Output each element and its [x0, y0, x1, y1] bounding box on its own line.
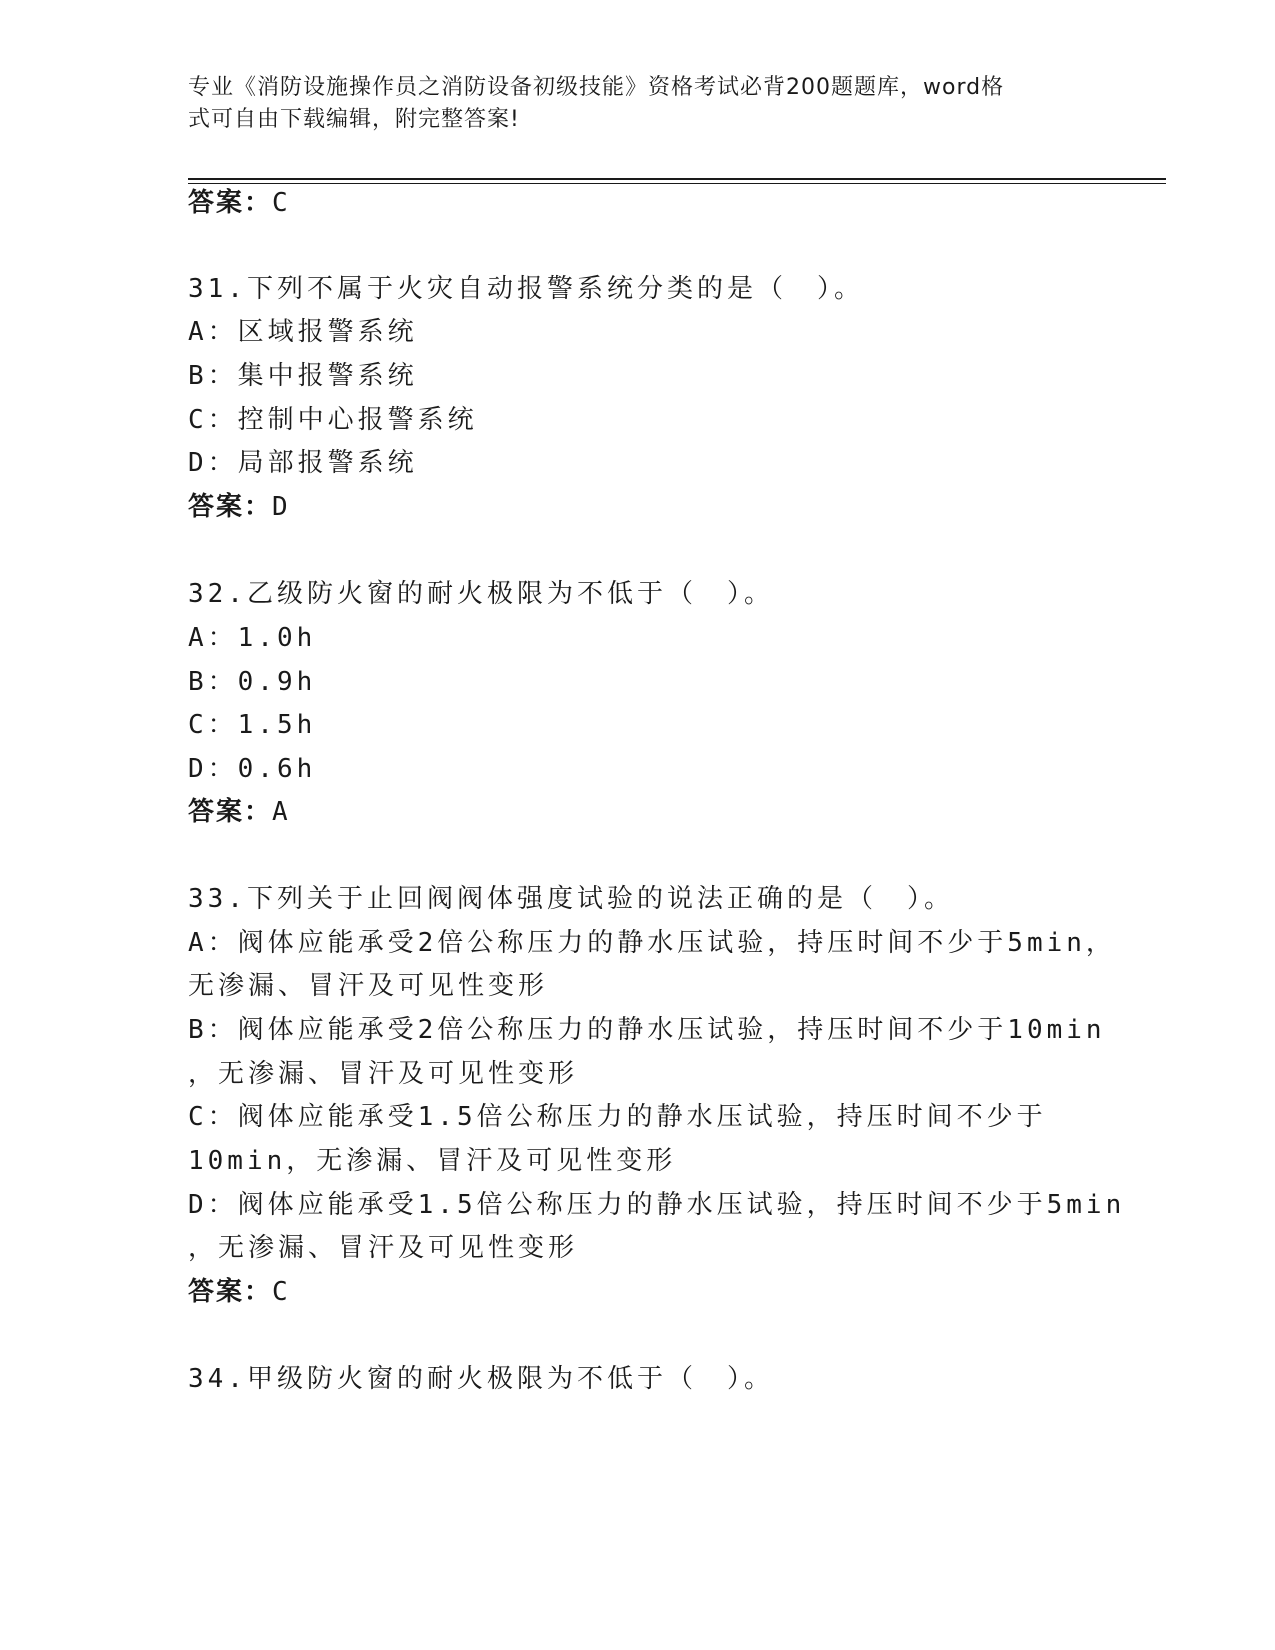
answer-33 — [188, 1275, 290, 1309]
header-rule-thin — [188, 183, 1166, 184]
q31-option-a: A：区域报警系统 — [188, 317, 418, 347]
answer-value: C — [272, 1277, 290, 1307]
answer-value: A — [272, 797, 290, 827]
answer-30 — [188, 186, 290, 220]
q33-option-b-line-1: B：阀体应能承受2倍公称压力的静水压试验，持压时间不少于10min — [188, 1015, 1106, 1045]
answer-label: 答案： — [188, 188, 273, 218]
answer-32 — [188, 795, 290, 829]
answer-label: 答案： — [188, 1277, 273, 1307]
q32-option-b: B：0.9h — [188, 667, 317, 697]
q33-option-a-line-1: A：阀体应能承受2倍公称压力的静水压试验，持压时间不少于5min， — [188, 928, 1116, 958]
question-31: 31.下列不属于火灾自动报警系统分类的是（ ）。 — [188, 274, 864, 304]
q32-option-a: A：1.0h — [188, 623, 317, 653]
question-34: 34.甲级防火窗的耐火极限为不低于（ ）。 — [188, 1364, 774, 1394]
question-32: 32.乙级防火窗的耐火极限为不低于（ ）。 — [188, 579, 774, 609]
question-33: 33.下列关于止回阀阀体强度试验的说法正确的是（ ）。 — [188, 884, 954, 914]
q32-option-c: C：1.5h — [188, 710, 317, 740]
q31-option-b: B：集中报警系统 — [188, 361, 418, 391]
q33-option-a-line-2: 无渗漏、冒汗及可见性变形 — [188, 971, 549, 1001]
q33-option-b-line-2: ，无渗漏、冒汗及可见性变形 — [188, 1059, 579, 1089]
q33-option-c-line-1: C：阀体应能承受1.5倍公称压力的静水压试验，持压时间不少于 — [188, 1102, 1047, 1132]
q33-option-c-line-2: 10min，无渗漏、冒汗及可见性变形 — [188, 1146, 677, 1176]
header-rule-thick — [188, 178, 1166, 180]
header-line-2: 式可自由下载编辑，附完整答案! — [188, 107, 520, 132]
answer-value: D — [272, 492, 290, 522]
header-line-1: 专业《消防设施操作员之消防设备初级技能》资格考试必背200题题库，word格 — [188, 75, 1005, 100]
answer-value: C — [272, 188, 290, 218]
answer-31 — [188, 490, 290, 524]
answer-label: 答案： — [188, 492, 273, 522]
document-header — [188, 72, 1068, 136]
q31-option-c: C：控制中心报警系统 — [188, 405, 478, 435]
q33-option-d-line-2: ，无渗漏、冒汗及可见性变形 — [188, 1233, 579, 1263]
q32-option-d: D：0.6h — [188, 754, 317, 784]
q33-option-d-line-1: D：阀体应能承受1.5倍公称压力的静水压试验，持压时间不少于5min — [188, 1190, 1126, 1220]
answer-label: 答案： — [188, 797, 273, 827]
q31-option-d: D：局部报警系统 — [188, 448, 418, 478]
